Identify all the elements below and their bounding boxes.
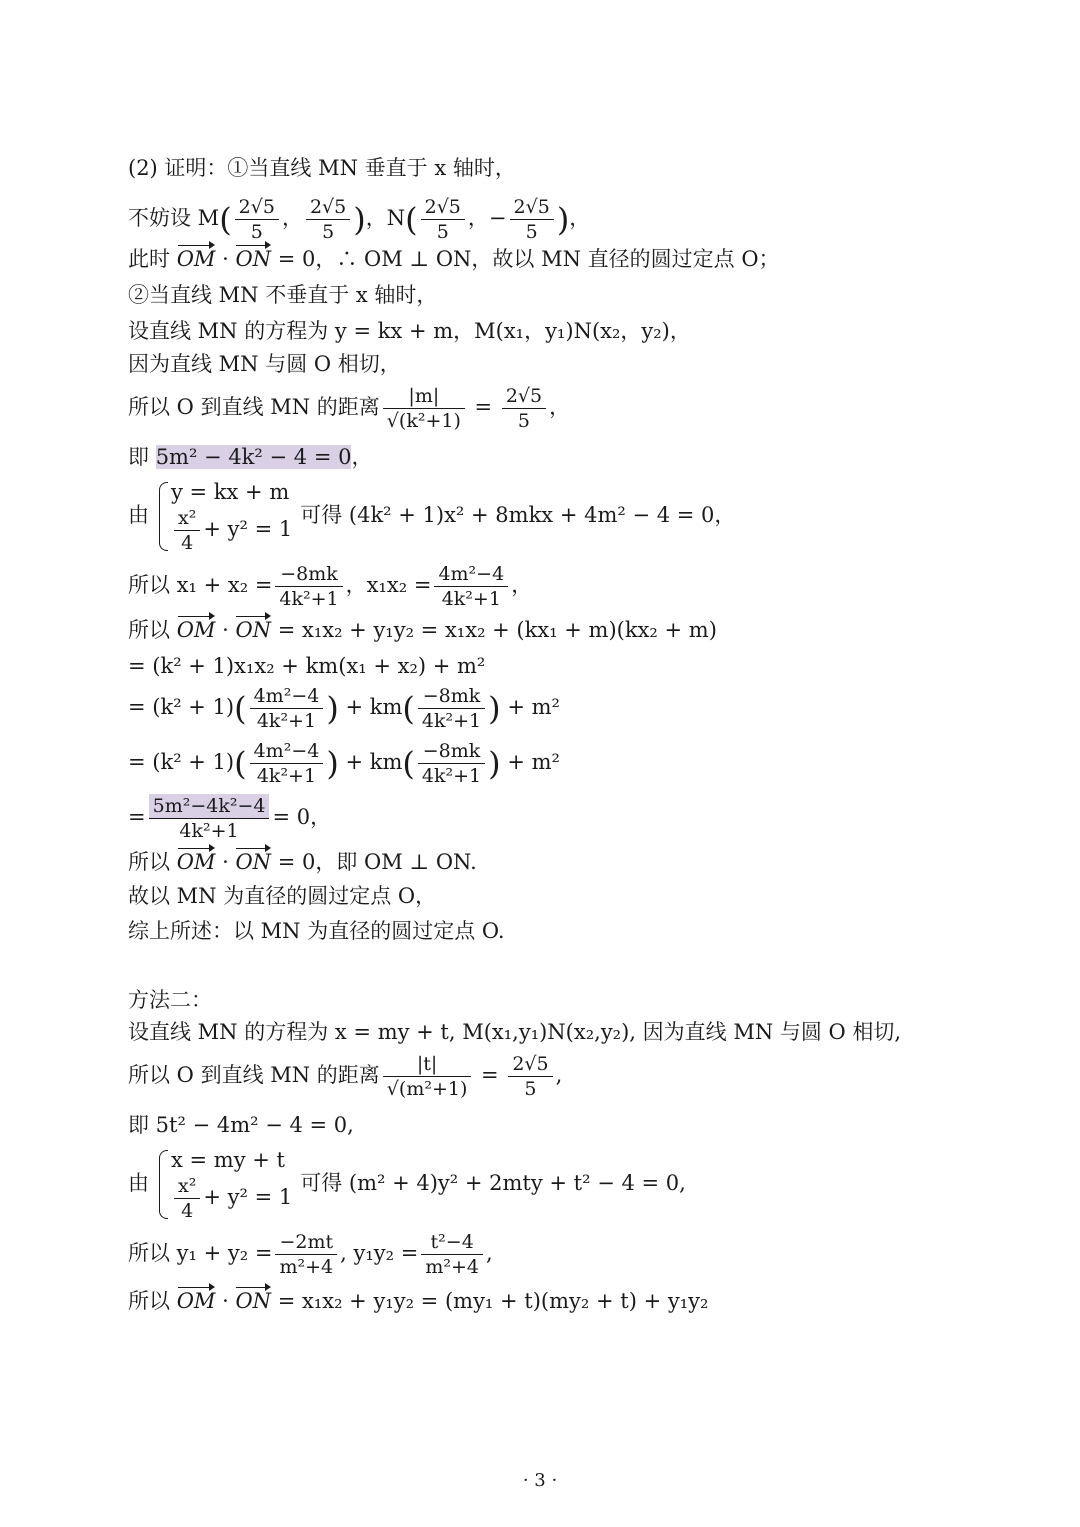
fraction: $\frac{\text{x²}}{4}$ (174, 506, 200, 555)
page-number: · 3 · (522, 1470, 558, 1491)
text-line: 所以 OM · ON = x₁x₂ + y₁y₂ = x₁x₂ + (kx₁ + m)(kx₂ + m) (128, 615, 1020, 645)
vector-om: OM (177, 615, 216, 645)
text-line: = (k² + 1)( $\frac{\text{4m²−4}}{\text{4k²+1}}$ ) + km( $\frac{-8mk}{\text{4k²+1}}$ ) + m² (128, 685, 560, 732)
text-line: (2) 证明：①当直线 MN 垂直于 x 轴时， (128, 156, 516, 180)
text-line: 所以 OM · ON = 0，即 OM ⊥ ON. (128, 847, 1020, 877)
text-line: 所以 y₁ + y₂ = $\frac{-2mt}{\text{m²+4}}$ , y₁y₂ = $\frac{\text{t²−4}}{\text{m²+4}}$ , (128, 1231, 493, 1278)
fraction: $\frac{2√5}{5}$ (502, 384, 546, 433)
text-line: 设直线 MN 的方程为 x = my + t, M(x₁,y₁)N(x₂,y₂), 因为直线 MN 与圆 O 相切, (128, 1020, 902, 1044)
fraction: $\frac{\text{4m²−4}}{\text{4k²+1}}$ (250, 739, 324, 788)
text-line: = (k² + 1)x₁x₂ + km(x₁ + x₂) + m² (128, 654, 486, 678)
equation-system: x = my + t $\frac{\text{x²}}{4}$ + y² = 1 (157, 1146, 292, 1223)
equation-system: y = kx + m $\frac{\text{x²}}{4}$ + y² = 1 (157, 478, 292, 555)
fraction: $\frac{2√5}{5}$ (508, 1052, 552, 1101)
fraction: $\frac{-2mt}{\text{m²+4}}$ (275, 1230, 337, 1279)
highlighted-expression: 5m² − 4k² − 4 = 0 (155, 445, 352, 469)
text-line: 由 y = kx + m $\frac{\text{x²}}{4}$ + y² = 1 可得 (4k² + 1)x² + 8mkx + 4m² − 4 = 0， (128, 480, 736, 554)
vector-om: OM (177, 1286, 216, 1316)
text-line: 设直线 MN 的方程为 y = kx + m，M(x₁，y₁)N(x₂，y₂)， (128, 319, 691, 343)
vector-on: ON (235, 1286, 271, 1316)
vector-on: ON (235, 244, 271, 274)
fraction: $\frac{2√5}{5}$ (235, 195, 279, 244)
fraction: $\frac{-8mk}{\text{4k²+1}}$ (418, 684, 485, 733)
text-line: 因为直线 MN 与圆 O 相切， (128, 352, 401, 376)
vector-om: OM (177, 244, 216, 274)
fraction: $\frac{\text{x²}}{4}$ (174, 1174, 200, 1223)
text-line: 不妨设 M( $\frac{2√5}{5}$ ， $\frac{2√5}{5}$ )，N( $\frac{2√5}{5}$ ，− $\frac{2√5}{5}$ )， (128, 196, 591, 243)
fraction: $\frac{2√5}{5}$ (421, 195, 465, 244)
text-line: = $\frac{\text{5m²−4k²−4}}{\text{4k²+1}}$ = 0， (128, 795, 332, 842)
text-line: 故以 MN 为直径的圆过定点 O， (128, 884, 437, 908)
fraction: $\frac{|t|}{\text{√(m²+1)}}$ (383, 1052, 472, 1101)
text-line: = (k² + 1)( $\frac{\text{4m²−4}}{\text{4k²+1}}$ ) + km( $\frac{-8mk}{\text{4k²+1}}$ ) + m² (128, 740, 560, 787)
fraction: $\frac{\text{4m²−4}}{\text{4k²+1}}$ (434, 562, 508, 611)
text-line: ②当直线 MN 不垂直于 x 轴时， (128, 283, 438, 307)
vector-om: OM (177, 847, 216, 877)
text-line: 所以 O 到直线 MN 的距离 $\frac{|t|}{\text{√(m²+1)}}$ = $\frac{2√5}{5}$ , (128, 1053, 563, 1100)
text-line: 由 x = my + t $\frac{\text{x²}}{4}$ + y² = 1 可得 (m² + 4)y² + 2mty + t² − 4 = 0, (128, 1148, 686, 1222)
fraction: $\frac{|m|}{\text{√(k²+1)}}$ (383, 384, 465, 433)
text-line: 即 5m² − 4k² − 4 = 0， (128, 445, 373, 469)
text-line: 方法二： (128, 988, 212, 1012)
text-line: 所以 O 到直线 MN 的距离 $\frac{|m|}{\text{√(k²+1)}}$ = $\frac{2√5}{5}$ ， (128, 385, 571, 432)
fraction: $\frac{\text{t²−4}}{\text{m²+4}}$ (421, 1230, 483, 1279)
vector-on: ON (235, 847, 271, 877)
fraction: $\frac{\text{5m²−4k²−4}}{\text{4k²+1}}$ (149, 794, 270, 843)
text-line: 综上所述：以 MN 为直径的圆过定点 O. (128, 919, 505, 943)
text-line: 此时 OM · ON = 0，∴ OM ⊥ ON，故以 MN 直径的圆过定点 O； (128, 244, 1020, 274)
text-line: 所以 OM · ON = x₁x₂ + y₁y₂ = (my₁ + t)(my₂ + t) + y₁y₂ (128, 1286, 1020, 1316)
text-line: 所以 x₁ + x₂ = $\frac{-8mk}{\text{4k²+1}}$ ，x₁x₂ = $\frac{\text{4m²−4}}{\text{4k²+1}}$ ， (128, 563, 533, 610)
fraction: $\frac{-8mk}{\text{4k²+1}}$ (418, 739, 485, 788)
fraction: $\frac{2√5}{5}$ (306, 195, 350, 244)
fraction: $\frac{\text{4m²−4}}{\text{4k²+1}}$ (250, 684, 324, 733)
fraction: $\frac{2√5}{5}$ (510, 195, 554, 244)
vector-on: ON (235, 615, 271, 645)
highlighted-expression: 5m²−4k²−4 (149, 794, 270, 819)
fraction: $\frac{-8mk}{\text{4k²+1}}$ (275, 562, 342, 611)
text-line: 即 5t² − 4m² − 4 = 0, (128, 1113, 354, 1137)
